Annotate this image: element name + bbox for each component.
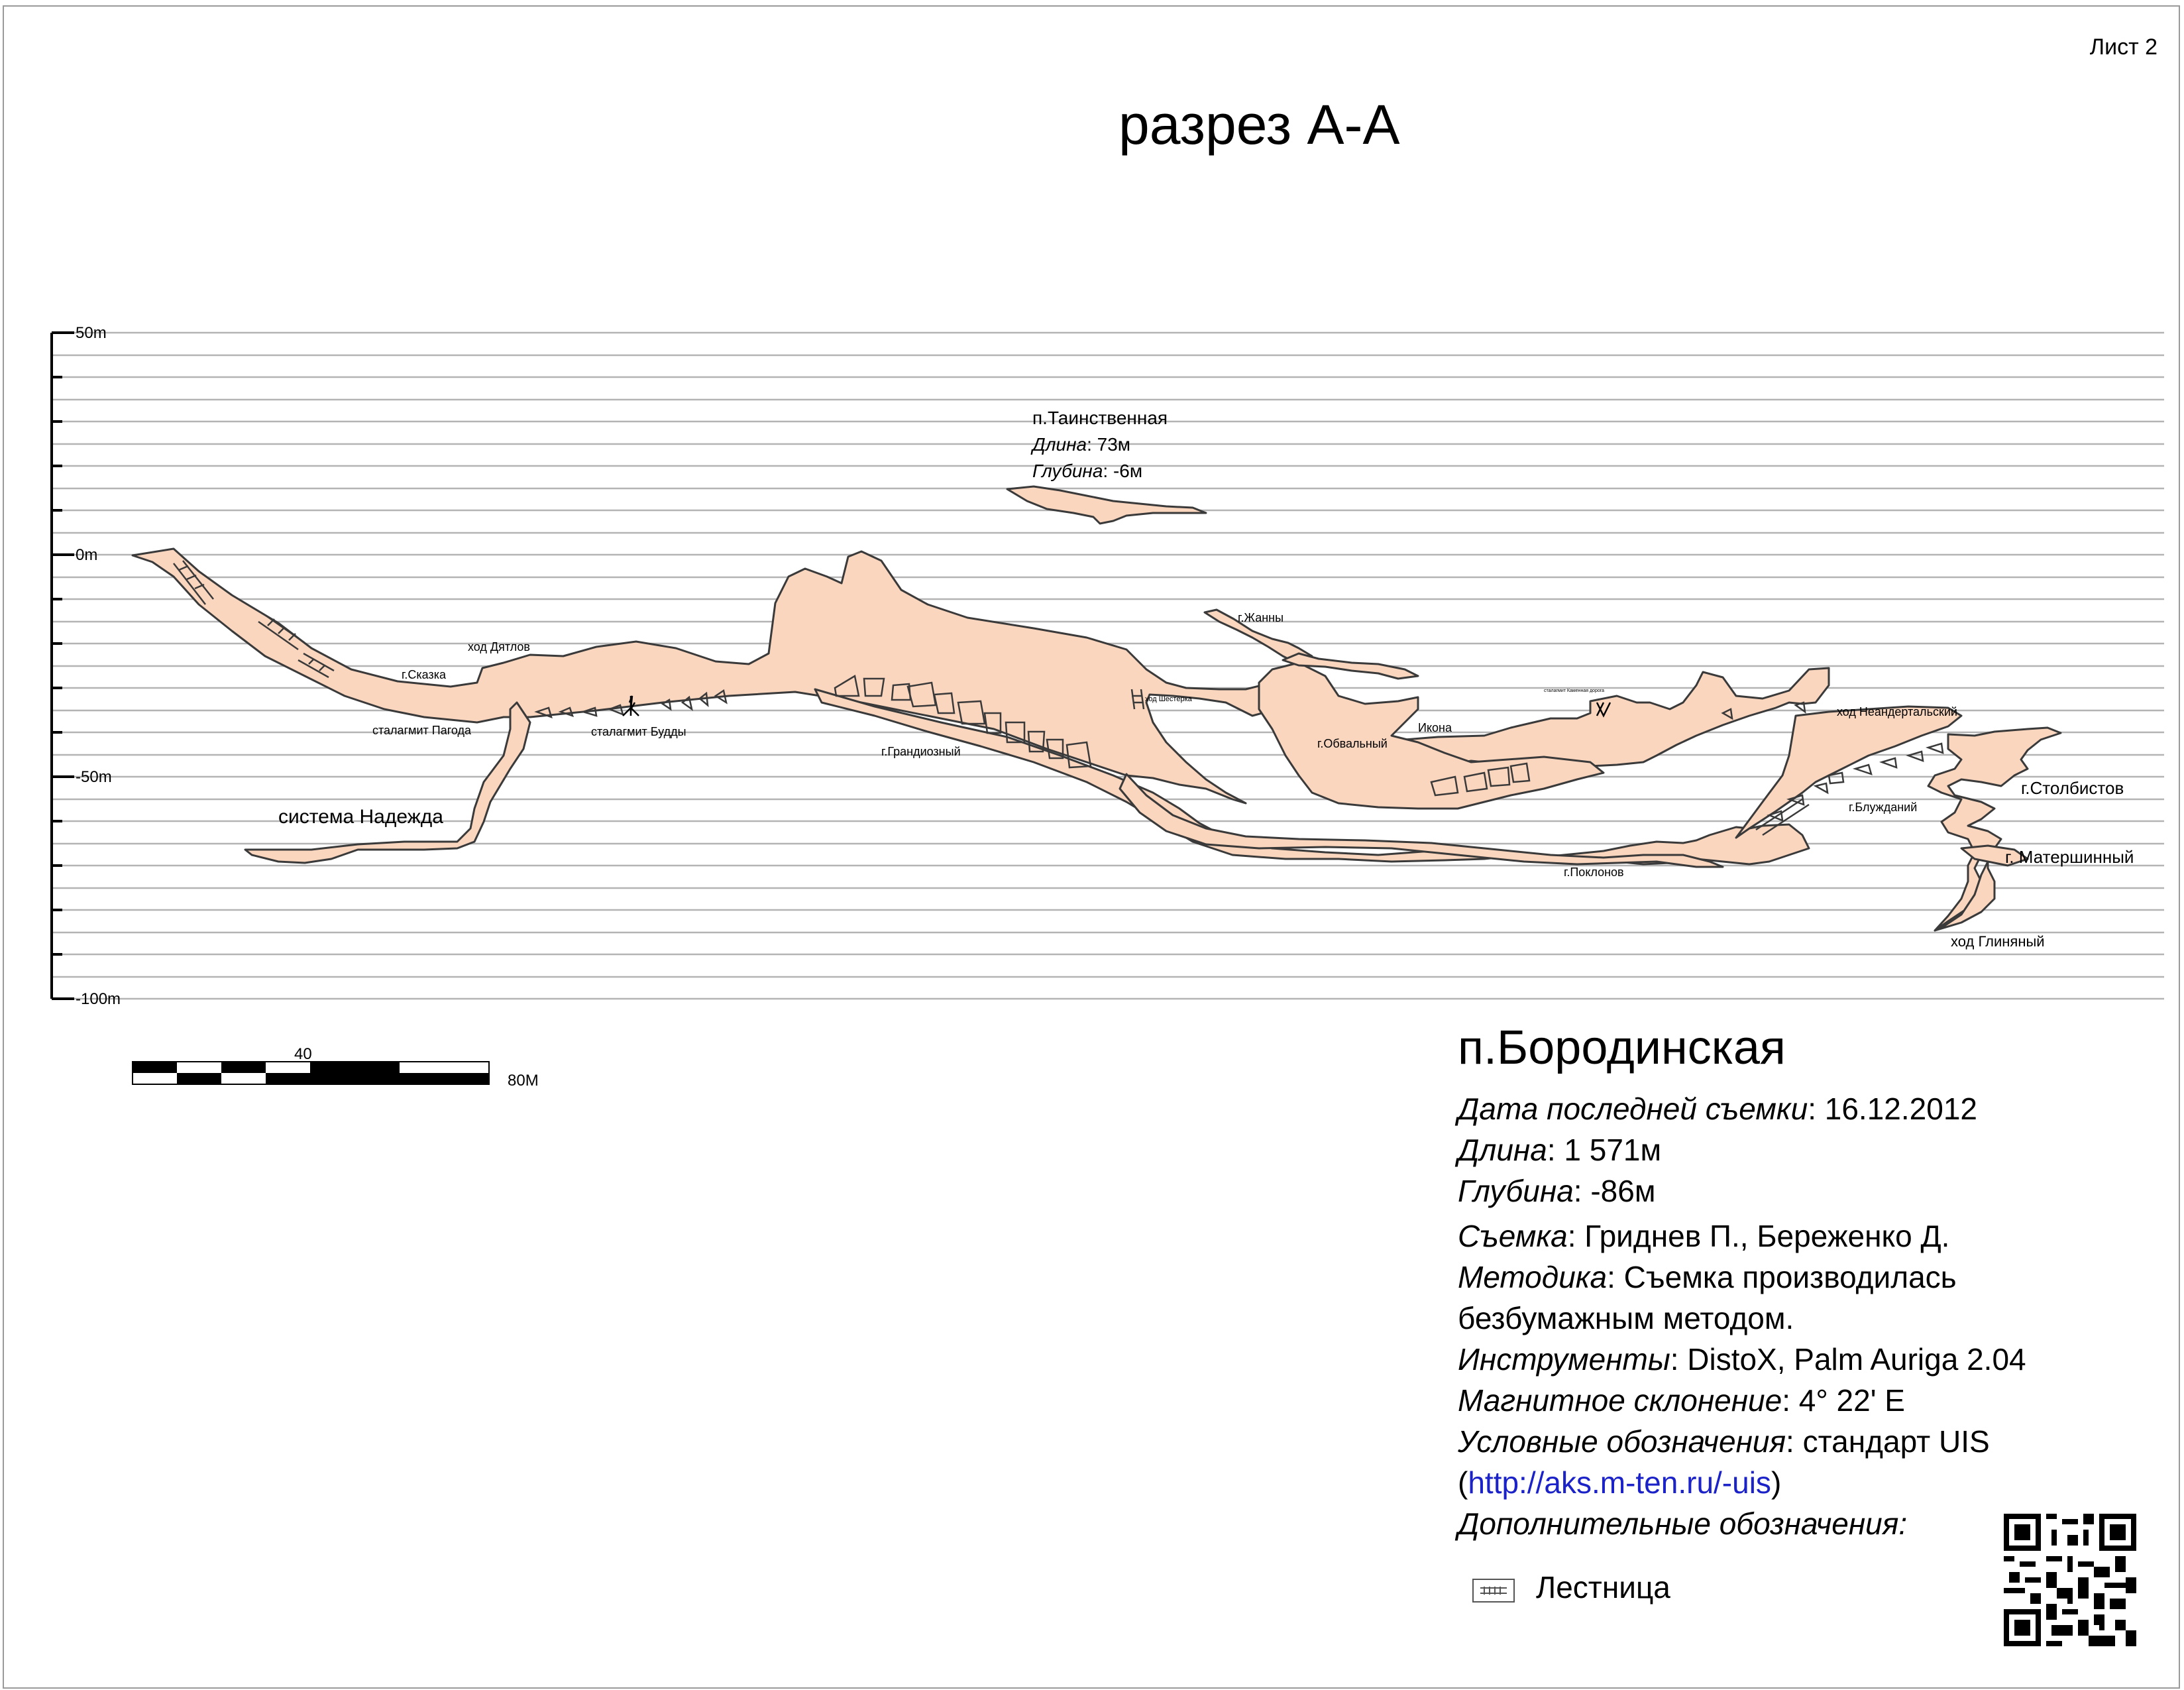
cave-name: п.Бородинская xyxy=(1458,1021,1786,1074)
qr-code[interactable] xyxy=(2004,1514,2136,1646)
info-row-method: Методика: Съемка производилась xyxy=(1458,1260,1957,1294)
mini-cave-length: Длина: 73м xyxy=(1032,434,1131,455)
scale-mid-label: 40 xyxy=(294,1045,312,1063)
ladder-legend-label: Лестница xyxy=(1536,1570,1670,1605)
scale-bar xyxy=(133,1062,489,1084)
info-block xyxy=(1458,1021,2120,1544)
label-g-obvalny: г.Обвальный xyxy=(1317,737,1388,750)
info-row-method-cont: безбумажным методом. xyxy=(1458,1301,1794,1335)
label-hod-neandertalsky: ход Неандертальский xyxy=(1837,705,1957,718)
info-row-length: Длина: 1 571м xyxy=(1458,1133,1662,1167)
info-row-extra: Дополнительные обозначения: xyxy=(1458,1506,1908,1541)
uis-link[interactable]: http://aks.m-ten.ru/-uis xyxy=(1468,1465,1771,1500)
label-hod-shesterka: ход Шестерка xyxy=(1145,695,1192,703)
cave-tainstvennaya-outline xyxy=(1007,486,1206,524)
cave-passages xyxy=(133,486,2061,930)
label-g-bluzhdaniy: г.Блужданий xyxy=(1849,801,1918,814)
info-row-survey: Съемка: Гриднев П., Береженко Д. xyxy=(1458,1219,1950,1253)
label-g-zhanny: г.Жанны xyxy=(1238,611,1284,624)
mini-cave-name: п.Таинственная xyxy=(1032,408,1168,428)
label-g-matershinny: г. Матершинный xyxy=(2005,847,2134,867)
depth-label-50: 50m xyxy=(76,324,107,342)
info-row-link: (http://aks.m-ten.ru/-uis) xyxy=(1458,1465,1782,1500)
label-g-skazka: г.Сказка xyxy=(402,668,446,681)
label-g-poklonov: г.Поклонов xyxy=(1564,866,1624,879)
label-stalagmit-pagoda: сталагмит Пагода xyxy=(372,724,472,737)
label-hod-glinyany: ход Глиняный xyxy=(1951,933,2045,950)
label-g-stolbistov: г.Столбистов xyxy=(2021,778,2124,798)
info-row-symbols: Условные обозначения: стандарт UIS xyxy=(1458,1424,1990,1459)
depth-label-minus100: -100m xyxy=(76,990,121,1008)
scale-end-label: 80M xyxy=(508,1072,539,1090)
info-row-declination: Магнитное склонение: 4° 22' E xyxy=(1458,1383,1905,1418)
label-ikona: Икона xyxy=(1418,721,1452,734)
mini-cave-depth: Глубина: -6м xyxy=(1032,461,1143,481)
label-tiny-note: сталагмит Каменная дорога xyxy=(1544,689,1605,693)
label-sistema-nadezhda: система Надежда xyxy=(278,806,443,828)
depth-label-0: 0m xyxy=(76,546,98,564)
label-g-grandiozny: г.Грандиозный xyxy=(881,745,961,758)
label-stalagmit-buddy: сталагмит Будды xyxy=(591,725,686,738)
info-row-depth: Глубина: -86м xyxy=(1458,1174,1656,1208)
label-hod-dyatlov: ход Дятлов xyxy=(468,640,530,653)
ladder-legend-icon xyxy=(1472,1579,1515,1603)
depth-label-minus50: -50m xyxy=(76,768,112,786)
info-row-tools: Инструменты: DistoX, Palm Auriga 2.04 xyxy=(1458,1342,2026,1377)
section-title: разрез А-А xyxy=(1119,93,1400,156)
passage-neandertalsky xyxy=(1736,706,1961,838)
info-row-date: Дата последней съемки: 16.12.2012 xyxy=(1458,1092,1977,1126)
sheet-number: Лист 2 xyxy=(2089,34,2157,60)
